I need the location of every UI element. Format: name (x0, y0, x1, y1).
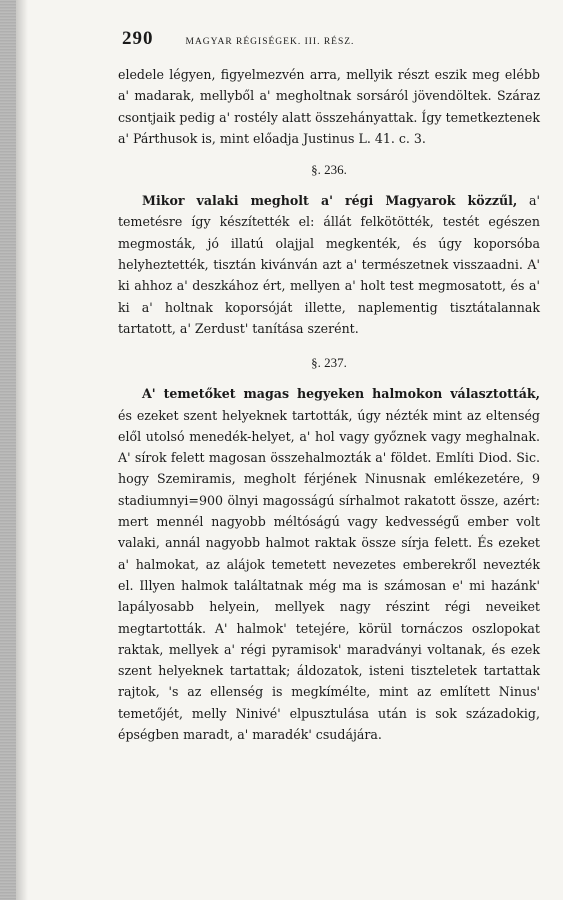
page-header (118, 28, 540, 50)
book-page (118, 28, 540, 745)
section-heading-237: §. 237. (311, 355, 347, 371)
paragraph-237-lead: A' temetőket magas hegyeken halmokon választották, (142, 386, 540, 402)
paragraph-236-lead: Mikor valaki megholt a' régi Magyarok közzűl, (142, 193, 518, 209)
paragraph-continuation: eledele légyen, figyelmezvén arra, mellyik részt eszik meg elébb a' madarak, mellyből a' megholtnak sorsáról jövendöltek. Száraz csontjaik pedig a' rostély alatt összehányattak. Így temetkeztenek a' Párthusok is, mint előadja Justinus L. 41. c. 3. (118, 67, 540, 146)
section-heading-236: §. 236. (311, 162, 347, 178)
page-number: 290 (122, 28, 154, 49)
paragraph-237-body: és ezeket szent helyeknek tartották, úgy nézték mint az eltenség elől utolsó menedék-helyet, a' hol vagy győznek vagy meghalnak. A' sírok felett magosan összehalmozták a' földet. Említi Diod. Sic. hogy Szemiramis, megholt férjének Ninusnak emlékezetére, 9 stadiumnyi=900 ölnyi magosságú sírhalmot rakatott össze, azért: mert mennél nagyobb méltóságú vagy kedvességű ember volt valaki, annál nagyobb halmot raktak össze sírja felett. És ezeket a' halmokat, az alájok temetett nevezetes emberekről nevezték el. Illyen halmok találtatnak még ma is számosan e' mi hazánk' lapályosabb helyein, mellyek nagy részint régi neveiket megtartották. A' halmok' tetejére, körül tornáczos oszlopokat raktak, mellyek a' régi pyramisok' maradványi voltanak, és ezek szent helyeknek tartattak; áldozatok, isteni tiszteletek tartattak rajtok, 's az ellenség is megkímélte, mint az említett Ninus' temetőjét, melly Ninivé' elpusztulása után is sok századokig, épségben maradt, a' maradék' csudájára. (118, 407, 540, 743)
running-head: MAGYAR RÉGISÉGEK. III. RÉSZ. (185, 37, 355, 47)
paragraph-237 (118, 383, 540, 745)
paragraph-236 (118, 190, 540, 339)
book-binding-edge (0, 0, 16, 900)
gutter-shadow (16, 0, 28, 900)
paragraph-236-body: a' temetésre így készítették el: állát felkötötték, testét egészen megmosták, jó illatú olajjal megkenték, és úgy koporsóba helyheztették, tisztán kivánván azt a' természetnek visszaadni. A' ki ahhoz a' deszkához ért, mellyen a' holt test megmosatott, és a' ki a' holtnak koporsóját illette, naplementig tisztátalannak tartatott, a' Zerdust' tanítása szerént. (118, 193, 540, 336)
